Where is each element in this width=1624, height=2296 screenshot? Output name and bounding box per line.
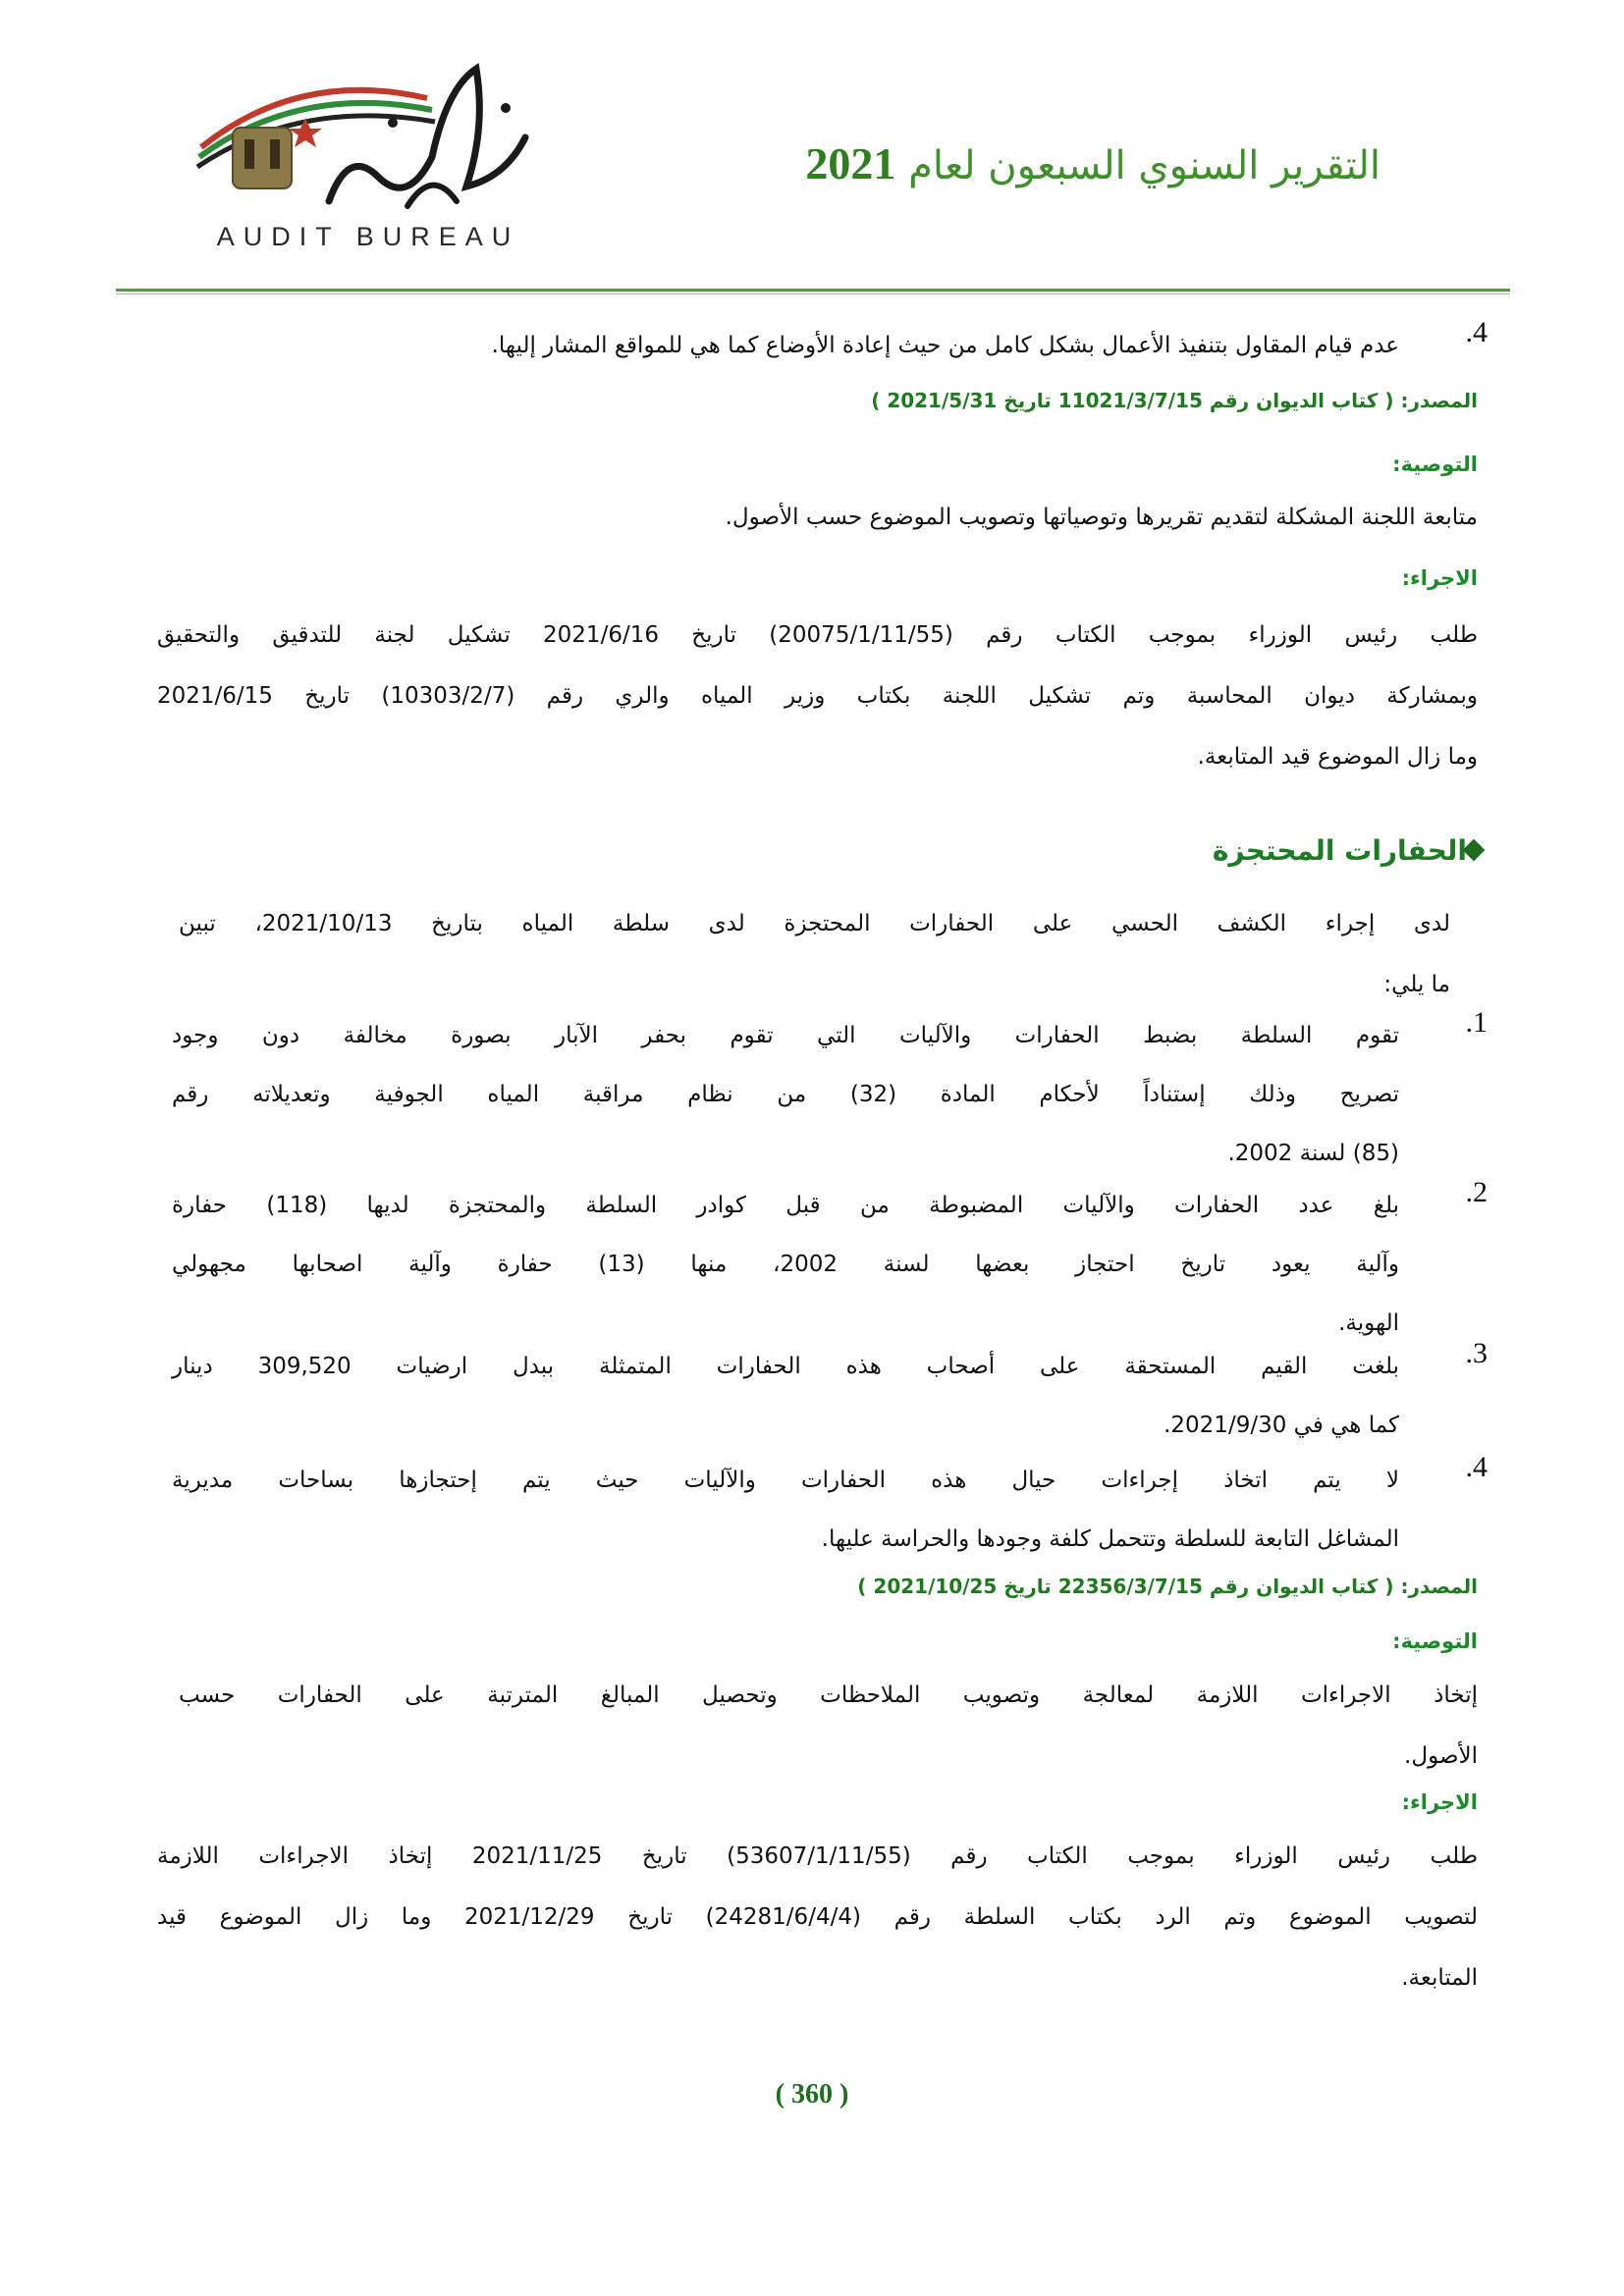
section-intro: لدى إجراء الكشف الحسي على الحفارات المحتجزة لدى سلطة المياه بتاريخ 2021/10/13، تبين ما يلي: (179, 911, 1450, 997)
action-label: الاجراء: (1401, 1790, 1478, 1814)
item-number: .4 (1465, 1451, 1488, 1483)
recommendation-label: التوصية: (1392, 453, 1478, 476)
item-number: .3 (1465, 1337, 1488, 1369)
report-title (805, 137, 1380, 189)
source-citation: المصدر: ( كتاب الديوان رقم 22356/3/7/15 تاريخ 2021/10/25 ) (857, 1575, 1478, 1598)
header-divider (116, 289, 1510, 292)
logo-english-text: AUDIT BUREAU (216, 222, 520, 251)
item-text: بلغ عدد الحفارات والآليات المضبوطة من قبل كوادر السلطة والمحتجزة لديها (118) حفارة وآلية يعود تاريخ احتجاز بعضها لسنة 2002، منها (13) حفارة وآلية اصحابها مجهولي الهوية. (172, 1193, 1400, 1336)
page-number: ( 360 ) (775, 2079, 849, 2109)
item-text: عدم قيام المقاول بتنفيذ الأعمال بشكل كامل من حيث إعادة الأوضاع كما هي للمواقع المشار إليها. (491, 333, 1399, 358)
action-text: طلب رئيس الوزراء بموجب الكتاب رقم (20075/1/11/55) تاريخ 2021/6/16 تشكيل لجنة للتدقيق والتحقيق وبمشاركة ديوان المحاسبة وتم تشكيل اللجنة بكتاب وزير المياه والري رقم (10303/2/7) تاريخ 2021/6/15 وما زال الموضوع قيد المتابعة. (157, 622, 1479, 770)
recommendation-text: متابعة اللجنة المشكلة لتقديم تقريرها وتوصياتها وتصويب الموضوع حسب الأصول. (725, 505, 1478, 530)
recommendation-label: التوصية: (1392, 1629, 1478, 1653)
source-citation: المصدر: ( كتاب الديوان رقم 11021/3/7/15 تاريخ 2021/5/31 ) (871, 389, 1478, 412)
report-year: 2021 (805, 138, 896, 188)
action-label: الاجراء: (1401, 566, 1478, 590)
item-text: لا يتم اتخاذ إجراءات حيال هذه الحفارات والآليات حيث يتم إحتجازها بساحات مديرية المشاغل التابعة للسلطة وتتحمل كلفة وجودها والحراسة عليها. (172, 1468, 1399, 1552)
item-number: .1 (1465, 1006, 1488, 1039)
section-title: الحفارات المحتجزة (1212, 834, 1467, 867)
item-text: بلغت القيم المستحقة على أصحاب هذه الحفارات المتمثلة ببدل ارضيات 309,520 دينار كما هي في 2021/9/30. (172, 1354, 1399, 1438)
logo-emblem-icon (182, 29, 555, 226)
item-number: .2 (1465, 1176, 1488, 1208)
audit-bureau-logo (182, 29, 555, 255)
action-text: طلب رئيس الوزراء بموجب الكتاب رقم (53607/1/11/55) تاريخ 2021/11/25 إتخاذ الاجراءات اللازمة لتصويب الموضوع وتم الرد بكتاب السلطة رقم (24281/6/4/4) تاريخ 2021/12/29 وما زال الموضوع قيد المتابعة. (157, 1843, 1479, 1991)
item-text: تقوم السلطة بضبط الحفارات والآليات التي تقوم بحفر الآبار بصورة مخالفة دون وجود تصريح وذلك إستناداً لأحكام المادة (32) من نظام مراقبة المياه الجوفية وتعديلاته رقم (85) لسنة 2002. (172, 1023, 1399, 1166)
recommendation-text: إتخاذ الاجراءات اللازمة لمعالجة وتصويب الملاحظات وتحصيل المبالغ المترتبة على الحفارات حسب الأصول. (179, 1682, 1478, 1769)
report-title-text: التقرير السنوي السبعون لعام (908, 143, 1380, 188)
item-number: .4 (1465, 316, 1488, 348)
